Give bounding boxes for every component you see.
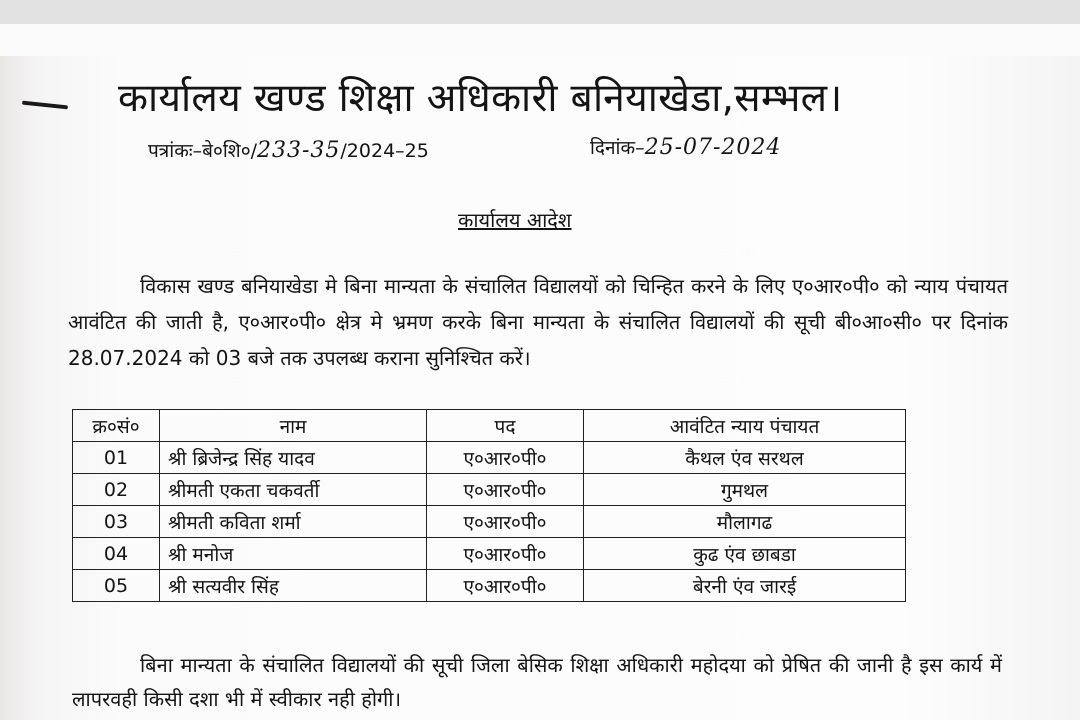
- header-name: नाम: [160, 410, 427, 442]
- cell-panchayat: बेरनी एंव जारई: [584, 570, 906, 602]
- viewer-gap: [0, 24, 1080, 56]
- cell-name: श्री सत्यवीर सिंह: [160, 570, 427, 602]
- header-panchayat: आवंटित न्याय पंचायत: [584, 410, 906, 442]
- cell-name: श्रीमती एकता चकवर्ती: [160, 474, 427, 506]
- cell-serial: 05: [73, 570, 160, 602]
- cell-post: ए०आर०पी०: [427, 538, 584, 570]
- header-serial: क्र०सं०: [73, 410, 160, 442]
- cell-post: ए०आर०पी०: [427, 570, 584, 602]
- cell-serial: 03: [73, 506, 160, 538]
- cell-serial: 02: [73, 474, 160, 506]
- table-row: [73, 538, 906, 570]
- cell-post: ए०आर०पी०: [427, 474, 584, 506]
- header-post: पद: [427, 410, 584, 442]
- reference-suffix: /2024–25: [340, 140, 429, 162]
- reference-number: [148, 137, 429, 163]
- closing-paragraph: बिना मान्यता के संचालित विद्यालयों की सूची जिला बेसिक शिक्षा अधिकारी महोदया को प्रेषित की जानी है इस कार्य में लापरवही किसी दशा भी में स्वीकार नही होगी।: [72, 653, 1002, 711]
- cell-serial: 01: [73, 442, 160, 474]
- allotment-table: [72, 409, 906, 602]
- cell-panchayat: गुमथल: [584, 474, 906, 506]
- cell-post: ए०आर०पी०: [427, 506, 584, 538]
- order-paragraph: विकास खण्ड बनियाखेडा मे बिना मान्यता के संचालित विद्यालयों को चिन्हित करने के लिए ए०आर०पी० को न्याय पंचायत आवंटित की जाती है, ए०आर०पी० क्षेत्र मे भ्रमण करके बिना मान्यता के संचालित विद्यालयों की सूची बी०आ०सी० पर दिनांक 28.07.2024 को 03 बजे तक उपलब्ध कराना सुनिश्चित करें।: [68, 274, 1008, 370]
- cell-panchayat: कुढ एंव छाबडा: [584, 538, 906, 570]
- cell-name: श्री मनोज: [160, 538, 427, 570]
- table-header-row: [73, 410, 906, 442]
- cell-panchayat: कैथल एंव सरथल: [584, 442, 906, 474]
- document-date: [590, 134, 781, 160]
- order-title: कार्यालय आदेश: [458, 208, 572, 232]
- table-row: [73, 474, 906, 506]
- cell-post: ए०आर०पी०: [427, 442, 584, 474]
- table-row: [73, 506, 906, 538]
- reference-handwritten: 233-35: [256, 138, 341, 163]
- office-title: कार्यालय खण्ड शिक्षा अधिकारी बनियाखेडा,सम्भल।: [118, 76, 843, 121]
- cell-name: श्री ब्रिजेन्द्र सिंह यादव: [160, 442, 427, 474]
- viewer-top-bar: [0, 0, 1080, 24]
- table-row: [73, 442, 906, 474]
- cell-panchayat: मौलागढ: [584, 506, 906, 538]
- reference-prefix: पत्रांकः–बे०शि०/: [148, 140, 257, 162]
- table-row: [73, 570, 906, 602]
- date-label: दिनांक–: [590, 137, 645, 159]
- cell-serial: 04: [73, 538, 160, 570]
- date-handwritten: 25-07-2024: [644, 135, 782, 160]
- cell-name: श्रीमती कविता शर्मा: [160, 506, 427, 538]
